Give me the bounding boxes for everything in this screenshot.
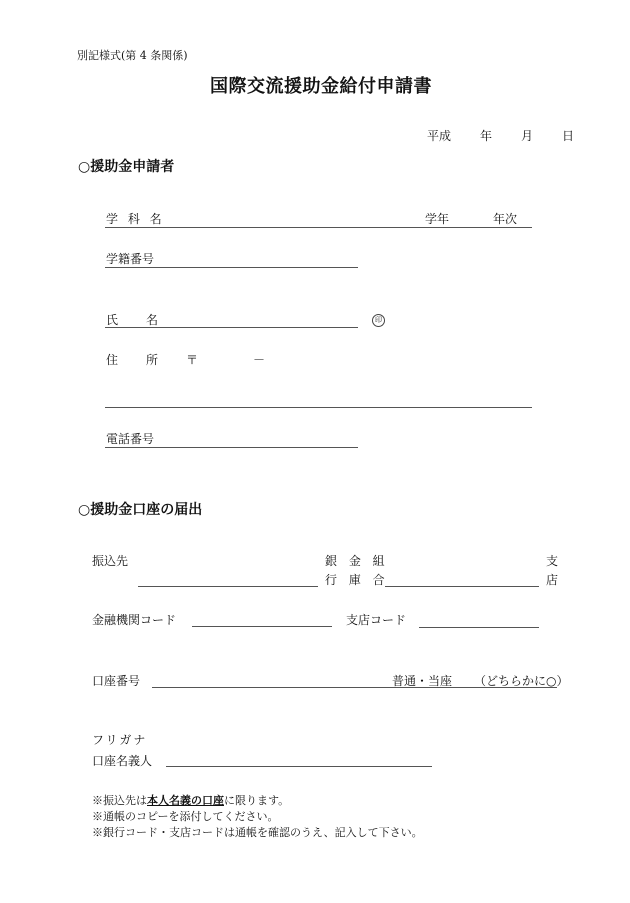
note-3: ※銀行コード・支店コードは通帳を確認のうえ、記入して下さい。 xyxy=(92,826,423,839)
bank-code-label: 金融機関コード xyxy=(92,613,177,627)
department-label: 学 科 名 xyxy=(106,212,165,226)
address-underline xyxy=(105,407,532,408)
address-label-2: 所 xyxy=(146,353,159,367)
branch-label-bottom: 店 xyxy=(546,573,559,587)
date-year-label: 年 xyxy=(480,129,493,143)
note-1-prefix: ※振込先は xyxy=(92,794,147,807)
address-label-1: 住 xyxy=(106,353,119,367)
form-reference: 別記様式(第 4 条関係) xyxy=(77,49,188,62)
account-section-heading: ○援助金口座の届出 xyxy=(78,502,203,518)
student-id-underline xyxy=(105,267,358,268)
department-underline xyxy=(105,227,532,228)
seal-icon: 印 xyxy=(372,314,385,327)
name-label-1: 氏 xyxy=(106,313,119,327)
bank-type-bottom: 行 庫 合 xyxy=(325,573,389,587)
note-2: ※通帳のコピーを添付してください。 xyxy=(92,810,279,823)
note-1 xyxy=(92,795,423,811)
grade-label: 学年 xyxy=(425,212,450,226)
bank-name-underline xyxy=(138,586,318,587)
page-title: 国際交流援助金給付申請書 xyxy=(210,76,432,97)
date-era: 平成 xyxy=(427,129,452,143)
furigana-label: フリガナ xyxy=(92,733,148,747)
name-underline xyxy=(105,327,358,328)
note-1-suffix: に限ります。 xyxy=(224,794,290,807)
bank-type-top: 銀 金 組 xyxy=(325,554,389,568)
branch-label-top: 支 xyxy=(546,554,559,568)
account-type-options[interactable]: 普通・当座 xyxy=(392,674,453,688)
applicant-section-heading: ○援助金申請者 xyxy=(78,159,175,175)
date-day-label: 日 xyxy=(562,129,575,143)
bank-code-underline xyxy=(192,626,332,627)
phone-underline xyxy=(105,447,358,448)
student-id-label: 学籍番号 xyxy=(106,252,155,266)
postal-dash: － xyxy=(253,353,266,367)
year-label: 年次 xyxy=(493,212,518,226)
account-type-instruction: （どちらかに○） xyxy=(474,674,569,688)
account-holder-underline xyxy=(166,766,432,767)
branch-name-underline xyxy=(385,586,539,587)
account-holder-label: 口座名義人 xyxy=(92,754,153,768)
phone-label: 電話番号 xyxy=(106,432,155,446)
branch-code-label: 支店コード xyxy=(346,613,407,627)
name-label-2: 名 xyxy=(146,313,159,327)
transfer-to-label: 振込先 xyxy=(92,554,129,568)
branch-code-underline xyxy=(419,627,539,628)
date-month-label: 月 xyxy=(521,129,534,143)
postal-mark-icon: 〒 xyxy=(186,353,199,367)
note-1-emphasis: 本人名義の口座 xyxy=(147,794,224,807)
notes xyxy=(92,795,423,843)
account-number-label: 口座番号 xyxy=(92,674,141,688)
